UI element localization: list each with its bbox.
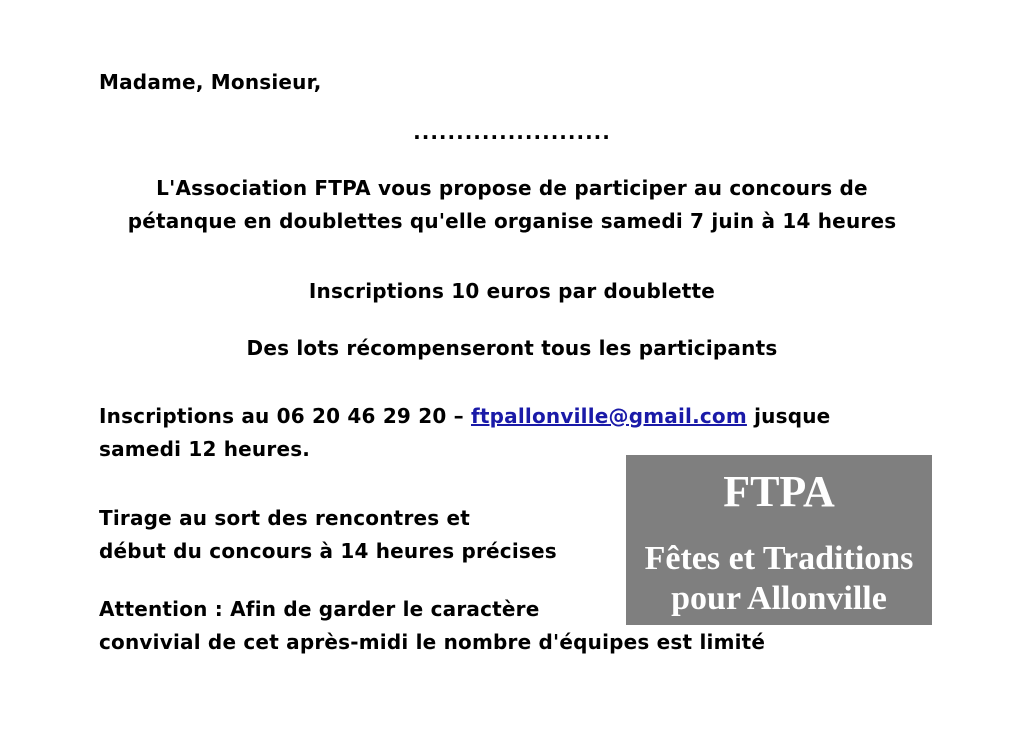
salutation: Madame, Monsieur,	[99, 70, 322, 94]
intro-line-2: pétanque en doublettes qu'elle organise samedi 7 juin à 14 heures	[127, 209, 897, 233]
fee-text: Inscriptions 10 euros par doublette	[308, 279, 716, 303]
dotted-placeholder: .......................	[413, 120, 611, 144]
prizes-text: Des lots récompenseront tous les participants	[246, 336, 778, 360]
contact-line-1	[99, 404, 830, 428]
contact-suffix: jusque	[754, 404, 831, 428]
draw-line-1: Tirage au sort des rencontres et	[99, 506, 471, 530]
attention-line-1: Attention : Afin de garder le caractère	[99, 597, 540, 621]
contact-line-2: samedi 12 heures.	[99, 437, 311, 461]
ftpa-badge	[626, 455, 932, 625]
draw-line-2: début du concours à 14 heures précises	[99, 539, 557, 563]
badge-subtitle-line-2: pour Allonville	[671, 580, 887, 617]
badge-subtitle-line-1: Fêtes et Traditions	[644, 540, 914, 577]
badge-title: FTPA	[723, 467, 835, 516]
email-link[interactable]: ftpallonville@gmail.com	[470, 404, 747, 428]
intro-line-1: L'Association FTPA vous propose de participer au concours de	[156, 176, 868, 200]
contact-prefix: Inscriptions au 06 20 46 29 20 –	[99, 404, 464, 428]
attention-line-2: convivial de cet après-midi le nombre d'équipes est limité	[99, 630, 766, 654]
